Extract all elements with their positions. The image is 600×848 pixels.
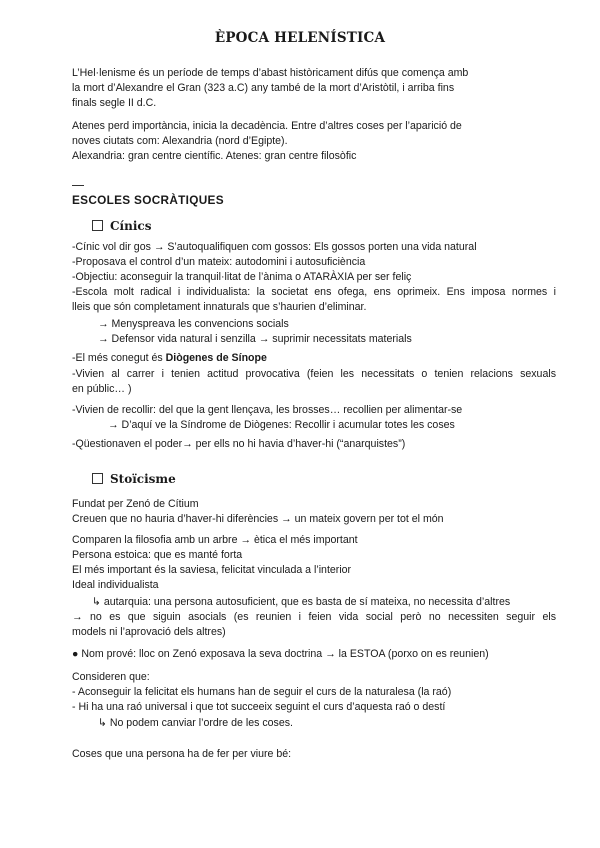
list-item: → no es que siguin asocials (es reunien i feien vida social però no necessiten seguir els xyxy=(72,611,556,623)
cinics-heading xyxy=(92,219,151,233)
intro-line: Alexandria: gran centre científic. Atenes: gran centre filosòfic xyxy=(72,150,357,162)
diogenes-prefix: -El més conegut és xyxy=(72,352,166,364)
section-divider xyxy=(72,185,84,186)
list-item: Persona estoica: que es manté forta xyxy=(72,549,243,561)
list-item: -Vivien de recollir: del que la gent llençava, les brosses… recollien per alimentar-se xyxy=(72,404,463,416)
stoicisme-heading xyxy=(92,472,176,486)
list-item: - Aconseguir la felicitat els humans han de seguir el curs de la naturalesa (la raó) xyxy=(72,686,452,698)
list-item: - Hi ha una raó universal i que tot succeeix seguint el curs d’aquesta raó o destí xyxy=(72,701,446,713)
intro-line: L’Hel·lenisme és un període de temps d’abast històricament difús que comença amb xyxy=(72,67,469,79)
list-item: ● Nom prové: lloc on Zenó exposava la seva doctrina → la ESTOA (porxo on es reunien) xyxy=(72,648,489,660)
list-item: Comparen la filosofia amb un arbre → ètica el més important xyxy=(72,534,358,546)
list-item: -Proposava el control d’un mateix: autodomini i autosuficiència xyxy=(72,256,366,268)
list-item: -Vivien al carrer i tenien actitud provocativa (feien les necessitats o tenien relacions sexuals xyxy=(72,368,556,380)
list-item: models ni l’aprovació dels altres) xyxy=(72,626,226,638)
list-item: en públic… ) xyxy=(72,383,132,395)
section-title: ESCOLES SOCRÀTIQUES xyxy=(72,193,224,207)
list-item: Coses que una persona ha de fer per viure bé: xyxy=(72,748,292,760)
intro-line: finals segle II d.C. xyxy=(72,97,157,109)
list-item: lleis que són completament innaturals que s’haurien d’eliminar. xyxy=(72,301,367,313)
list-item xyxy=(72,352,267,365)
list-item: Ideal individualista xyxy=(72,579,159,591)
cinics-heading-label: Cínics xyxy=(110,219,152,233)
list-item: Fundat per Zenó de Cítium xyxy=(72,498,199,510)
diogenes-name: Diògenes de Sínope xyxy=(165,352,267,364)
list-item: -Cínic vol dir gos → S’autoqualifiquen com gossos: Els gossos porten una vida natural xyxy=(72,241,477,253)
list-item: ↳ No podem canviar l’ordre de les coses. xyxy=(98,717,293,729)
stoicisme-heading-label: Stoïcisme xyxy=(110,472,176,486)
list-item: Creuen que no hauria d’haver-hi diferències → un mateix govern per tot el món xyxy=(72,513,444,525)
checkbox-icon xyxy=(92,220,103,231)
list-item: -Escola molt radical i individualista: la societat ens ofega, ens oprimeix. Ens imposa normes i xyxy=(72,286,556,298)
page-title: ÈPOCA HELENÍSTICA xyxy=(214,30,386,46)
intro-line: Atenes perd importància, inicia la decadència. Entre d’altres coses per l’aparició de xyxy=(72,120,462,132)
list-item: -Objectiu: aconseguir la tranquil·litat de l’ànima o ATARÀXIA per ser feliç xyxy=(72,271,412,283)
list-item: → D’aquí ve la Síndrome de Diògenes: Recollir i acumular totes les coses xyxy=(108,419,455,431)
list-item: → Menyspreava les convencions socials xyxy=(98,318,289,330)
checkbox-icon xyxy=(92,473,103,484)
list-item: → Defensor vida natural i senzilla → suprimir necessitats materials xyxy=(98,333,412,345)
list-item: El més important és la saviesa, felicitat vinculada a l’interior xyxy=(72,564,352,576)
list-item: ↳ autarquia: una persona autosuficient, que es basta de sí mateixa, no necessita d’altres xyxy=(92,596,511,608)
list-item: -Qüestionaven el poder→ per ells no hi havia d’haver-hi (“anarquistes”) xyxy=(72,438,406,450)
intro-line: noves ciutats com: Alexandria (nord d’Egipte). xyxy=(72,135,288,147)
intro-line: la mort d’Alexandre el Gran (323 a.C) any també de la mort d’Aristòtil, i arriba fins xyxy=(72,82,455,94)
list-item: Consideren que: xyxy=(72,671,150,683)
